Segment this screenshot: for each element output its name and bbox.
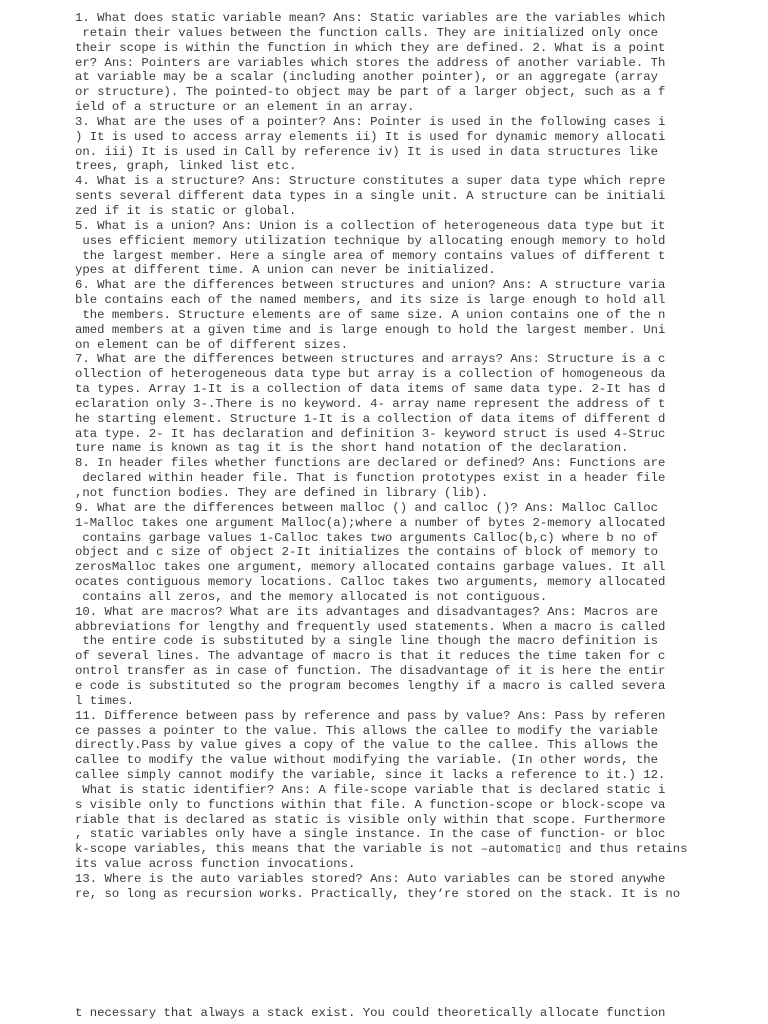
text-line: ture name is known as tag it is the short hand notation of the declaration. — [75, 441, 629, 456]
text-line: at variable may be a scalar (including another pointer), or an aggregate (array — [75, 70, 658, 85]
text-line: 8. In header files whether functions are declared or defined? Ans: Functions are — [75, 456, 666, 471]
text-line: callee to modify the value without modifying the variable. (In other words, the — [75, 753, 658, 768]
text-line: on element can be of different sizes. — [75, 337, 349, 352]
text-line: its value across function invocations. — [75, 857, 356, 872]
text-line: 1. What does static variable mean? Ans: Static variables are the variables which — [75, 11, 666, 25]
text-line: ce passes a pointer to the value. This allows the callee to modify the variable — [75, 723, 658, 738]
text-line: riable that is declared as static is visible only within that scope. Furthermore — [75, 812, 666, 827]
text-line: 5. What is a union? Ans: Union is a collection of heterogeneous data type but it — [75, 218, 666, 233]
text-line: contains garbage values 1-Calloc takes two arguments Calloc(b,c) where b no of — [75, 530, 658, 545]
text-line: abbreviations for lengthy and frequently used statements. When a macro is called — [75, 619, 666, 634]
text-line: 11. Difference between pass by reference and pass by value? Ans: Pass by referen — [75, 708, 666, 723]
text-line: l times. — [75, 693, 135, 708]
text-line: the entire code is substituted by a single line though the macro definition is — [75, 634, 658, 649]
text-line: 4. What is a structure? Ans: Structure constitutes a super data type which repre — [75, 174, 666, 189]
text-line: ocates contiguous memory locations. Calloc takes two arguments, memory allocated — [75, 575, 666, 590]
text-line: 13. Where is the auto variables stored? Ans: Auto variables can be stored anywhe — [75, 871, 666, 886]
text-line: ,not function bodies. They are defined in library (lib). — [75, 486, 489, 500]
text-line: zerosMalloc takes one argument, memory allocated contains garbage values. It all — [75, 560, 666, 575]
text-line: object and c size of object 2-It initializes the contains of block of memory to — [75, 545, 658, 560]
text-line: sents several different data types in a single unit. A structure can be initiali — [75, 189, 666, 204]
text-line: ontrol transfer as in case of function. The disadvantage of it is here the entir — [75, 664, 666, 679]
text-line: uses efficient memory utilization technique by allocating enough memory to hold — [75, 233, 666, 248]
text-line: ata type. 2- It has declaration and definition 3- keyword struct is used 4-Struc — [75, 426, 666, 441]
text-line: or structure). The pointed-to object may be part of a larger object, such as a f — [75, 85, 666, 100]
text-line: ield of a structure or an element in an array. — [75, 100, 415, 115]
text-line: on. iii) It is used in Call by reference iv) It is used in data structures like — [75, 144, 658, 159]
text-line: ypes at different time. A union can never be initialized. — [75, 263, 496, 278]
text-line: 1-Malloc takes one argument Malloc(a);where a number of bytes 2-memory allocated — [75, 515, 666, 530]
text-line: s visible only to functions within that file. A function-scope or block-scope va — [75, 797, 666, 812]
text-line: ta types. Array 1-It is a collection of data items of same data type. 2-It has d — [75, 382, 666, 397]
text-line: their scope is within the function in which they are defined. 2. What is a point — [75, 40, 666, 55]
text-line: ble contains each of the named members, and its size is large enough to hold all — [75, 293, 666, 308]
text-line: the members. Structure elements are of same size. A union contains one of the n — [75, 307, 666, 322]
text-line: he starting element. Structure 1-It is a collection of data items of different d — [75, 411, 666, 426]
text-line: , static variables only have a single instance. In the case of function- or bloc — [75, 827, 666, 842]
text-line: er? Ans: Pointers are variables which stores the address of another variable. Th — [75, 55, 666, 70]
text-line: 9. What are the differences between malloc () and calloc ()? Ans: Malloc Calloc — [75, 500, 658, 515]
text-line: re, so long as recursion works. Practically, they‘re stored on the stack. It is no — [75, 886, 681, 901]
continuation-line: t necessary that always a stack exist. You could theoretically allocate function — [75, 1006, 666, 1020]
text-line: callee simply cannot modify the variable, since it lacks a reference to it.) 12. — [75, 768, 666, 783]
text-line: the largest member. Here a single area of memory contains values of different t — [75, 248, 666, 263]
text-line: trees, graph, linked list etc. — [75, 159, 297, 174]
text-line: 3. What are the uses of a pointer? Ans: Pointer is used in the following cases i — [75, 114, 666, 129]
text-line: e code is substituted so the program becomes lengthy if a macro is called severa — [75, 678, 666, 693]
text-line: ollection of heterogeneous data type but array is a collection of homogeneous da — [75, 367, 666, 382]
text-line: directly.Pass by value gives a copy of the value to the callee. This allows the — [75, 738, 658, 753]
text-line: 10. What are macros? What are its advantages and disadvantages? Ans: Macros are — [75, 604, 658, 619]
text-line: contains all zeros, and the memory allocated is not contiguous. — [75, 589, 548, 604]
text-line: 6. What are the differences between structures and union? Ans: A structure varia — [75, 278, 666, 293]
text-line: 7. What are the differences between structures and arrays? Ans: Structure is a c — [75, 352, 666, 367]
text-line: What is static identifier? Ans: A file-scope variable that is declared static i — [75, 782, 666, 797]
text-line: of several lines. The advantage of macro is that it reduces the time taken for c — [75, 649, 666, 664]
document-text — [75, 11, 705, 902]
text-line: eclaration only 3-.There is no keyword. 4- array name represent the address of t — [75, 396, 666, 411]
text-line: k-scope variables, this means that the variable is not –automatic▯ and thus retains — [75, 842, 688, 857]
text-line: zed if it is static or global. — [75, 203, 297, 218]
text-line: ) It is used to access array elements ii) It is used for dynamic memory allocati — [75, 129, 666, 144]
text-line: amed members at a given time and is large enough to hold the largest member. Uni — [75, 322, 666, 337]
text-line: declared within header file. That is function prototypes exist in a header file — [75, 471, 666, 486]
text-line: retain their values between the function calls. They are initialized only once — [75, 25, 658, 40]
